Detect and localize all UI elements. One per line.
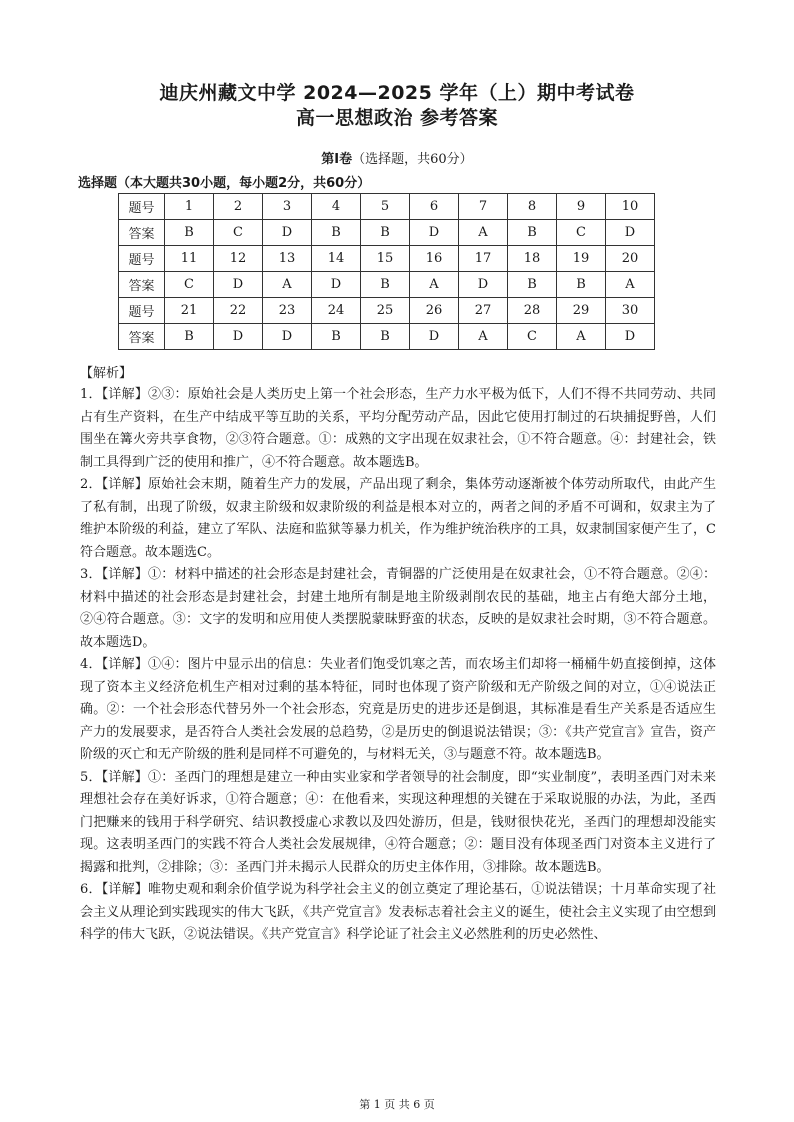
table-row-header: 答案 <box>119 272 165 298</box>
table-cell: 26 <box>410 298 459 324</box>
analysis-body <box>80 384 716 947</box>
table-cell: 2 <box>214 194 263 220</box>
analysis-item-1: 1．【详解】②③：原始社会是人类历史上第一个社会形态，生产力水平极为低下，人们不得不共同劳动、共同占有生产资料，在生产中结成平等互助的关系，平均分配劳动产品，因此它使用打制过的石块捕捉野兽，人们围坐在篝火旁共享食物，②③符合题意。①：成熟的文字出现在奴隶社会，①不符合题意。④：封建社会，铁制工具得到广泛的使用和推广，④不符合题意。故本题选B。 <box>80 387 716 470</box>
analysis-item-2: 2．【详解】原始社会末期，随着生产力的发展，产品出现了剩余，集体劳动逐渐被个体劳动所取代，由此产生了私有制，出现了阶级，奴隶主阶级和奴隶阶级的利益是根本对立的，两者之间的矛盾不可调和，奴隶主为了维护本阶级的利益，建立了军队、法庭和监狱等暴力机关，作为维护统治秩序的工具，奴隶制国家便产生了，C符合题意。故本题选C。 <box>80 477 716 560</box>
analysis-item-4: 4．【详解】①④：图片中显示出的信息：失业者们饱受饥寒之苦，而农场主们却将一桶桶牛奶直接倒掉，这体现了资本主义经济危机生产相对过剩的基本特征，同时也体现了资产阶级和无产阶级之间的对立，①④说法正确。②：一个社会形态代替另外一个社会形态，究竟是历史的进步还是倒退，其标准是看生产关系是否适应生产力的发展要求，是否符合人类社会发展的总趋势，②是历史的倒退说法错误；③：《共产党宣言》宣告，资产阶级的灭亡和无产阶级的胜利是同样不可避免的，与材料无关，③与题意不符。故本题选B。 <box>80 657 716 762</box>
table-cell: 13 <box>263 246 312 272</box>
table-row <box>119 220 655 246</box>
table-cell: A <box>410 272 459 298</box>
table-cell: 3 <box>263 194 312 220</box>
table-row-header: 答案 <box>119 220 165 246</box>
table-cell: 23 <box>263 298 312 324</box>
table-cell: A <box>606 272 655 298</box>
table-cell: 9 <box>557 194 606 220</box>
analysis-item-5: 5．【详解】①：圣西门的理想是建立一种由实业家和学者领导的社会制度，即“实业制度”，表明圣西门对未来理想社会存在美好诉求，①符合题意；④：在他看来，实现这种理想的关键在于采取说服的办法，为此，圣西门把赚来的钱用于科学研究、结识教授虚心求教以及四处游历，但是，钱财很快花光，圣西门的理想却没能实现。这表明圣西门的实践不符合人类社会发展规律，④符合题意；②：题目没有体现圣西门对资本主义进行了揭露和批判，②排除；③：圣西门并未揭示人民群众的历史主体作用，③排除。故本题选B。 <box>80 769 716 875</box>
table-cell: D <box>312 272 361 298</box>
table-cell: 22 <box>214 298 263 324</box>
table-cell: D <box>606 324 655 350</box>
table-row-header: 题号 <box>119 246 165 272</box>
table-cell: D <box>410 324 459 350</box>
table-row <box>119 246 655 272</box>
table-cell: A <box>459 220 508 246</box>
table-cell: D <box>263 220 312 246</box>
table-cell: B <box>312 324 361 350</box>
table-cell: 11 <box>165 246 214 272</box>
table-cell: 25 <box>361 298 410 324</box>
table-cell: B <box>165 324 214 350</box>
table-cell: B <box>508 272 557 298</box>
table-cell: 18 <box>508 246 557 272</box>
page-footer: 第 1 页 共 6 页 <box>359 1098 435 1111</box>
table-cell: 28 <box>508 298 557 324</box>
table-cell: A <box>459 324 508 350</box>
table-cell: C <box>508 324 557 350</box>
table-cell: D <box>214 324 263 350</box>
table-row-header: 答案 <box>119 324 165 350</box>
table-cell: 17 <box>459 246 508 272</box>
table-cell: 7 <box>459 194 508 220</box>
table-row <box>119 194 655 220</box>
table-cell: 21 <box>165 298 214 324</box>
section-title: 选择题（本大题共30小题，每小题2分，共60分） <box>78 176 371 191</box>
table-cell: D <box>606 220 655 246</box>
table-cell: 24 <box>312 298 361 324</box>
table-cell: C <box>214 220 263 246</box>
table-cell: D <box>459 272 508 298</box>
table-cell: A <box>557 324 606 350</box>
table-cell: B <box>557 272 606 298</box>
answer-table <box>118 193 655 350</box>
table-cell: C <box>557 220 606 246</box>
table-row-header: 题号 <box>119 298 165 324</box>
table-cell: 12 <box>214 246 263 272</box>
table-cell: 10 <box>606 194 655 220</box>
analysis-item-6: 6．【详解】唯物史观和剩余价值学说为科学社会主义的创立奠定了理论基石，①说法错误；十月革命实现了社会主义从理论到实践现实的伟大飞跃，《共产党宣言》发表标志着社会主义的诞生，使社会主义实现了由空想到科学的伟大飞跃，②说法错误。《共产党宣言》科学论证了社会主义必然胜利的历史必然性、 <box>80 882 716 942</box>
table-row <box>119 324 655 350</box>
table-cell: B <box>361 324 410 350</box>
analysis-item-3: 3．【详解】①：材料中描述的社会形态是封建社会，青铜器的广泛使用是在奴隶社会，①不符合题意。②④：材料中描述的社会形态是封建社会，封建土地所有制是地主阶级剥削农民的基础，地主占有绝大部分土地，②④符合题意。③：文字的发明和应用使人类摆脱蒙昧野蛮的状态，反映的是奴隶社会时期，③不符合题意。故本题选D。 <box>80 567 716 650</box>
table-cell: 4 <box>312 194 361 220</box>
table-cell: 8 <box>508 194 557 220</box>
table-cell: 29 <box>557 298 606 324</box>
analysis-label: 【解析】 <box>80 366 133 381</box>
table-cell: 1 <box>165 194 214 220</box>
table-cell: D <box>214 272 263 298</box>
table-cell: B <box>361 220 410 246</box>
table-cell: D <box>263 324 312 350</box>
table-cell: 19 <box>557 246 606 272</box>
document-title: 迪庆州藏文中学 2024—2025 学年（上）期中考试卷 <box>159 82 635 104</box>
table-cell: A <box>263 272 312 298</box>
table-cell: B <box>508 220 557 246</box>
table-cell: 5 <box>361 194 410 220</box>
table-cell: B <box>312 220 361 246</box>
table-cell: 15 <box>361 246 410 272</box>
table-cell: 16 <box>410 246 459 272</box>
part-heading <box>0 148 794 167</box>
part-note: （选择题，共60分） <box>352 152 473 167</box>
table-cell: B <box>361 272 410 298</box>
table-cell: 20 <box>606 246 655 272</box>
document-subtitle: 高一思想政治 参考答案 <box>295 107 499 129</box>
table-cell: 27 <box>459 298 508 324</box>
table-cell: D <box>410 220 459 246</box>
table-row <box>119 272 655 298</box>
table-cell: B <box>165 220 214 246</box>
table-cell: 30 <box>606 298 655 324</box>
table-cell: C <box>165 272 214 298</box>
table-row-header: 题号 <box>119 194 165 220</box>
part-label: 第Ⅰ卷 <box>321 152 353 167</box>
table-cell: 14 <box>312 246 361 272</box>
table-row <box>119 298 655 324</box>
table-cell: 6 <box>410 194 459 220</box>
